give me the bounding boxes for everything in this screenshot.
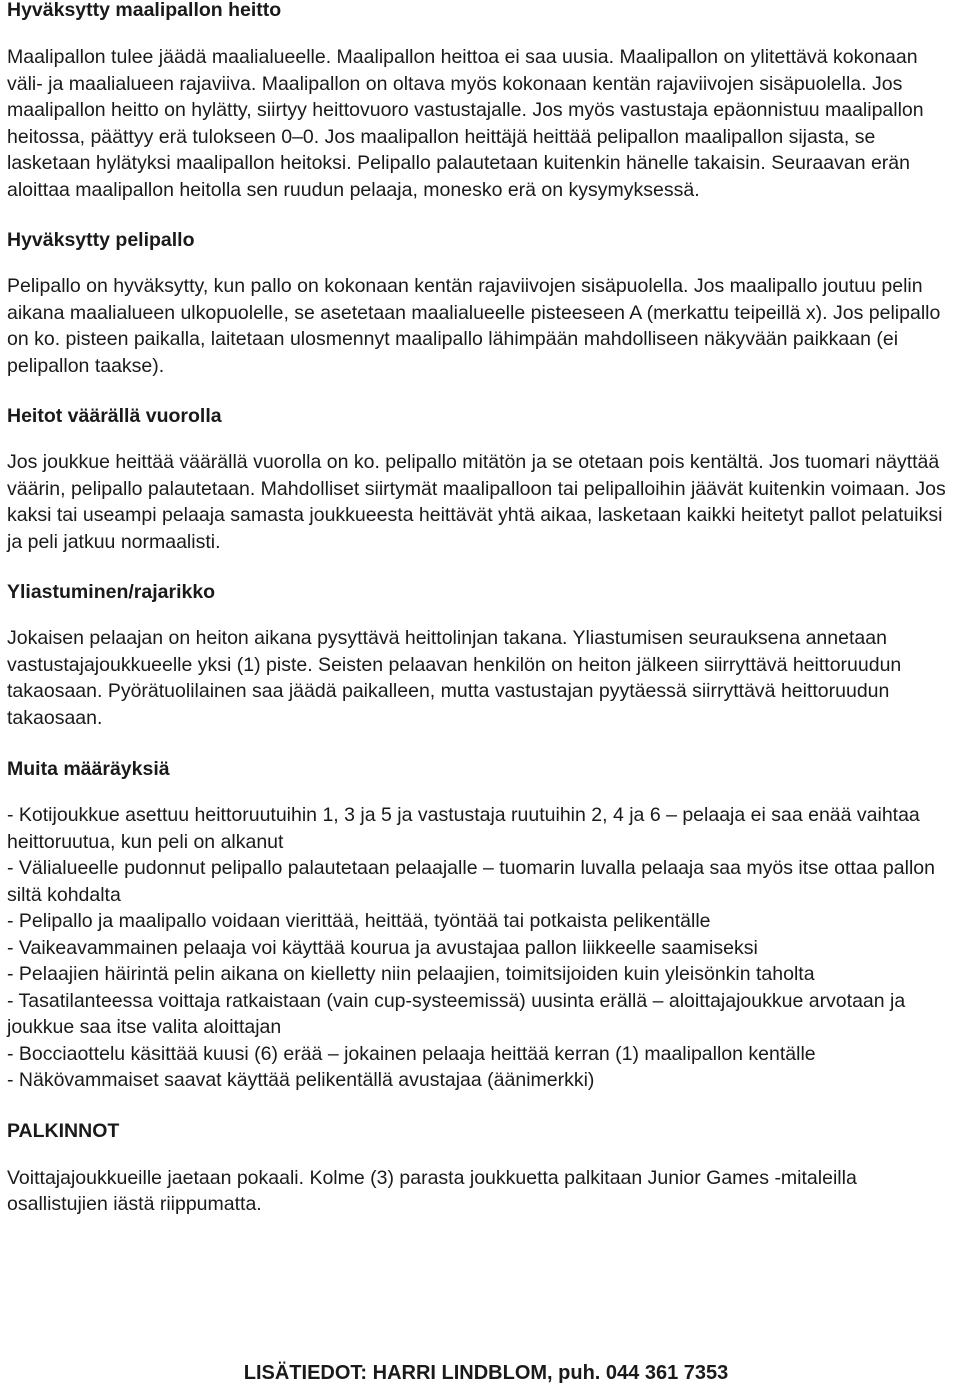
section-title-vaarat-vuorot: Heitot väärällä vuorolla — [7, 405, 222, 427]
section-text-yliastuminen: Jokaisen pelaajan on heiton aikana pysyttävä heittolinjan takana. Yliastumisen seurauksena annetaan vastustajajoukkueelle yksi (1) piste. Seisten pelaavan henkilön on heiton jälkeen siirryttävä heittoruudun takaosaan. Pyörätuolilainen saa jäädä paikalleen, mutta vastustajan pyytäessä siirryttävä heittoruudun takaosaan. — [7, 627, 902, 729]
list-item: - Bocciaottelu käsittää kuusi (6) erää – jokainen pelaaja heittää kerran (1) maalipallon kentälle — [7, 1042, 816, 1065]
section-title-muita-maarayksia: Muita määräyksiä — [7, 758, 170, 780]
document-page — [7, 0, 953, 1218]
section-title-maalipallon-heitto: Hyväksytty maalipallon heitto — [7, 0, 282, 21]
list-item: - Tasatilanteessa voittaja ratkaistaan (vain cup-systeemissä) uusinta erällä – aloittajajoukkue arvotaan ja joukkue saa itse valita aloittajan — [7, 989, 906, 1038]
list-item: - Kotijoukkue asettuu heittoruutuihin 1, 3 ja 5 ja vastustaja ruutuihin 2, 4 ja 6 – pelaaja ei saa enää vaihtaa heittoruutua, kun peli on alkanut — [7, 804, 920, 853]
section-title-yliastuminen: Yliastuminen/rajarikko — [7, 581, 216, 603]
contact-footer: LISÄTIEDOT: HARRI LINDBLOM, puh. 044 361 7353 — [243, 1362, 729, 1384]
list-item: - Näkövammaiset saavat käyttää pelikentällä avustajaa (äänimerkki) — [7, 1069, 595, 1091]
section-title-palkinnot: PALKINNOT — [7, 1119, 120, 1142]
section-text-palkinnot: Voittajajoukkueille jaetaan pokaali. Kolme (3) parasta joukkuetta palkitaan Junior Games -mitaleilla osallistujien iästä riippumatta. — [7, 1166, 857, 1215]
rules-list — [7, 802, 953, 1094]
list-item: - Vaikeavammainen pelaaja voi käyttää kourua ja avustajaa pallon liikkeelle saamiseksi — [7, 936, 758, 959]
section-title-pelipallo: Hyväksytty pelipallo — [7, 229, 195, 251]
list-item: - Pelipallo ja maalipallo voidaan vierittää, heittää, työntää tai potkaista pelikentälle — [7, 910, 711, 932]
section-text-maalipallon-heitto: Maalipallon tulee jäädä maalialueelle. Maalipallon heittoa ei saa uusia. Maalipallon on ylitettävä kokonaan väli- ja maalialueen rajaviiva. Maalipallon on oltava myös kokonaan kentän rajaviivojen sisäpuolella. Jos maalipallon heitto on hylätty, siirtyy heittovuoro vastustajalle. Jos myös vastustaja epäonnistuu maalipallon heitossa, päättyy erä tulokseen 0–0. Jos maalipallon heittäjä heittää pelipallon maalipallon sijasta, se lasketaan hylätyksi maalipallon heitoksi. Pelipallo palautetaan kuitenkin hänelle takaisin. Seuraavan erän aloittaa maalipallon heitolla sen ruudun pelaaja, monesko erä on kysymyksessä. — [7, 46, 924, 201]
section-text-pelipallo: Pelipallo on hyväksytty, kun pallo on kokonaan kentän rajaviivojen sisäpuolella. Jos maalipallo joutuu pelin aikana maalialueen ulkopuolelle, se asetetaan maalialueelle pisteeseen A (merkattu teipeillä x). Jos pelipallo on ko. pisteen paikalla, laitetaan ulosmennyt maalipallo lähimpään mahdolliseen näkyvään paikkaan (ei pelipallon taakse). — [7, 275, 941, 377]
section-text-vaarat-vuorot: Jos joukkue heittää väärällä vuorolla on ko. pelipallo mitätön ja se otetaan pois kentältä. Jos tuomari näyttää väärin, pelipallo palautetaan. Mahdolliset siirtymät maalipalloon tai pelipalloihin jäävät kuitenkin voimaan. Jos kaksi tai useampi pelaaja samasta joukkueesta heittävät yhtä aikaa, lasketaan kaikki heitetyt pallot pelatuiksi ja peli jatkuu normaalisti. — [7, 451, 946, 553]
list-item: - Välialueelle pudonnut pelipallo palautetaan pelaajalle – tuomarin luvalla pelaaja saa myös itse ottaa pallon siltä kohdalta — [7, 857, 935, 906]
list-item: - Pelaajien häirintä pelin aikana on kielletty niin pelaajien, toimitsijoiden kuin yleisönkin taholta — [7, 963, 815, 985]
